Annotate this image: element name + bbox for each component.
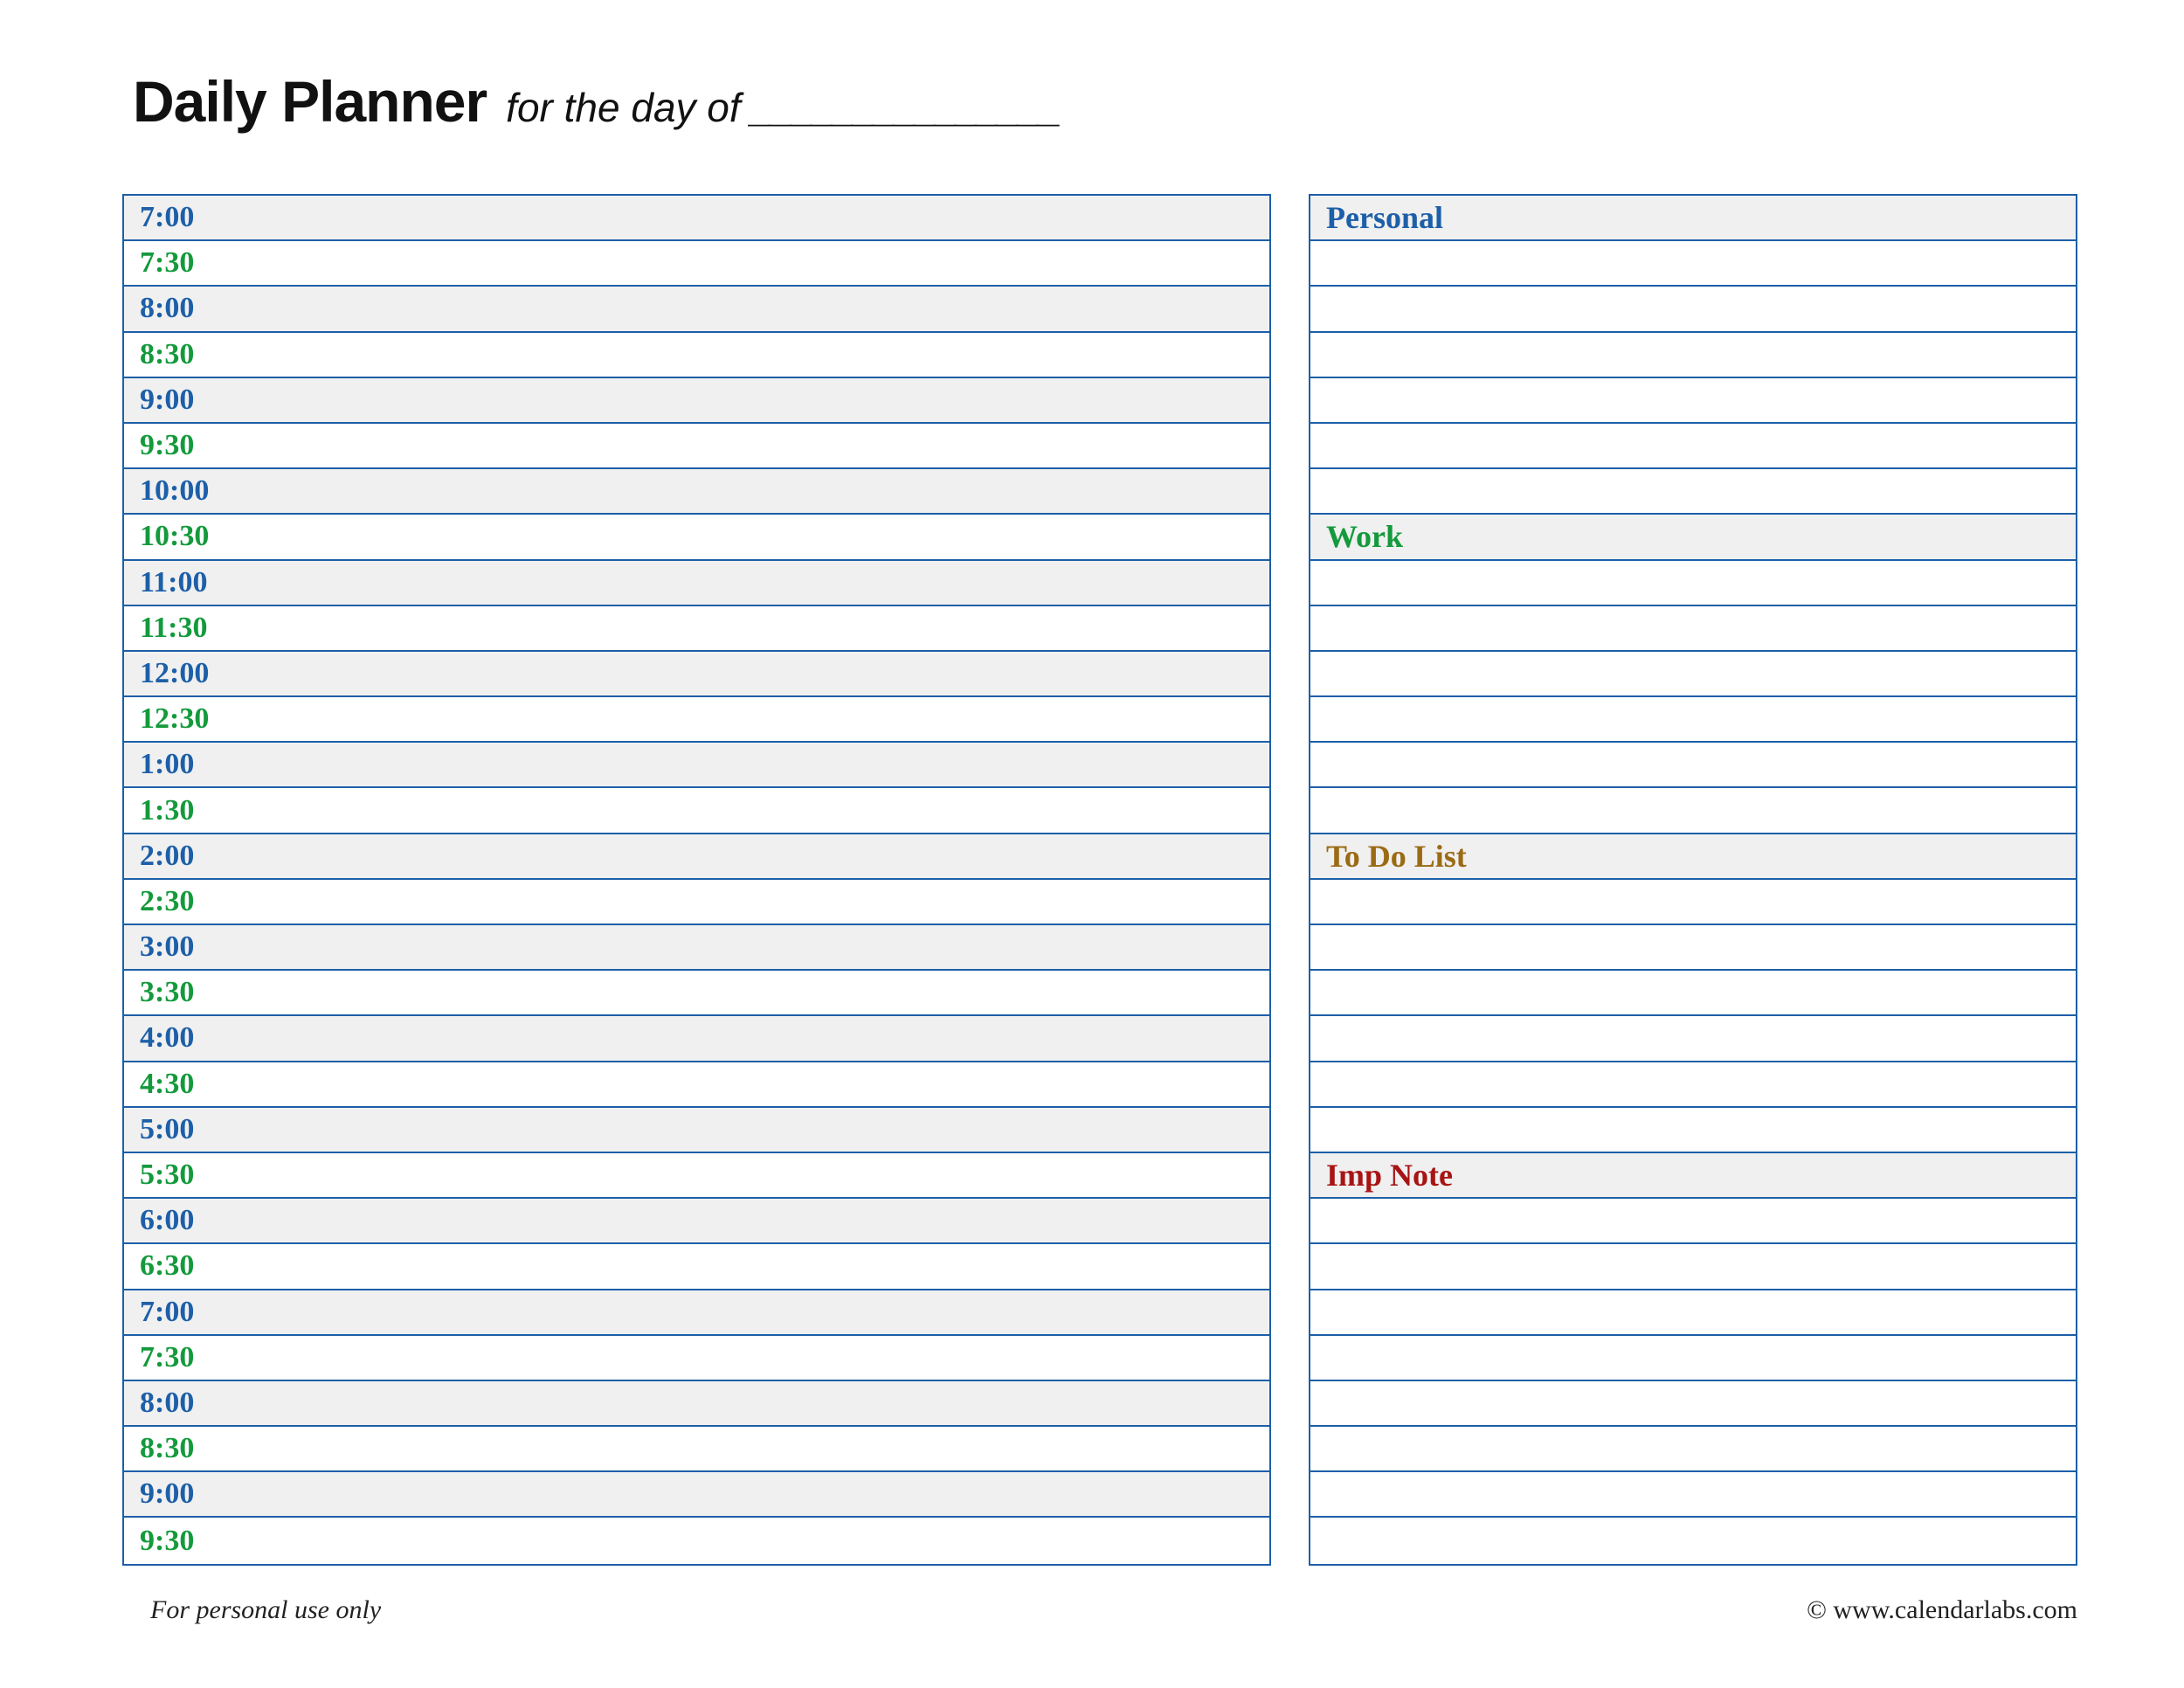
time-slot-label: 1:00 <box>140 748 195 781</box>
notes-blank-row[interactable] <box>1310 333 2076 378</box>
schedule-row[interactable] <box>124 1108 1269 1153</box>
notes-section-header <box>1310 196 2076 241</box>
time-slot-label: 5:30 <box>140 1159 195 1192</box>
notes-blank-row[interactable] <box>1310 424 2076 469</box>
schedule-row[interactable] <box>124 971 1269 1016</box>
time-slot-label: 1:30 <box>140 793 195 827</box>
schedule-row[interactable] <box>124 1518 1269 1563</box>
notes-blank-row[interactable] <box>1310 378 2076 424</box>
notes-section-header <box>1310 834 2076 880</box>
notes-column <box>1309 194 2077 1566</box>
schedule-row[interactable] <box>124 1336 1269 1381</box>
time-slot-label: 8:30 <box>140 1432 195 1465</box>
notes-blank-row[interactable] <box>1310 743 2076 788</box>
notes-blank-row[interactable] <box>1310 287 2076 332</box>
notes-blank-row[interactable] <box>1310 606 2076 652</box>
schedule-row[interactable] <box>124 834 1269 880</box>
schedule-row[interactable] <box>124 743 1269 788</box>
footer-copyright: © www.calendarlabs.com <box>1807 1595 2077 1624</box>
notes-section-header <box>1310 515 2076 560</box>
section-title-label: To Do List <box>1326 838 1467 874</box>
time-slot-label: 7:00 <box>140 201 195 234</box>
schedule-row[interactable] <box>124 1062 1269 1108</box>
time-slot-label: 7:30 <box>140 1340 195 1373</box>
notes-blank-row[interactable] <box>1310 1381 2076 1427</box>
schedule-row[interactable] <box>124 196 1269 241</box>
time-slot-label: 11:00 <box>140 565 208 598</box>
notes-blank-row[interactable] <box>1310 469 2076 515</box>
time-slot-label: 2:30 <box>140 884 195 917</box>
notes-section-header <box>1310 1153 2076 1199</box>
section-title-label: Work <box>1326 519 1404 555</box>
schedule-row[interactable] <box>124 424 1269 469</box>
notes-blank-row[interactable] <box>1310 925 2076 971</box>
notes-blank-row[interactable] <box>1310 652 2076 697</box>
schedule-row[interactable] <box>124 697 1269 743</box>
time-slot-label: 9:00 <box>140 1477 195 1511</box>
schedule-row[interactable] <box>124 1381 1269 1427</box>
schedule-row[interactable] <box>124 469 1269 515</box>
schedule-row[interactable] <box>124 1290 1269 1336</box>
schedule-row[interactable] <box>124 1244 1269 1290</box>
time-slot-label: 5:00 <box>140 1112 195 1145</box>
time-slot-label: 8:00 <box>140 292 195 325</box>
notes-blank-row[interactable] <box>1310 1472 2076 1518</box>
notes-blank-row[interactable] <box>1310 880 2076 925</box>
schedule-row[interactable] <box>124 925 1269 971</box>
planner-subtitle: for the day of <box>506 85 741 130</box>
time-slot-label: 4:00 <box>140 1021 195 1055</box>
notes-blank-row[interactable] <box>1310 971 2076 1016</box>
schedule-row[interactable] <box>124 880 1269 925</box>
date-blank-line[interactable]: _______________ <box>750 85 1061 130</box>
time-slot-label: 7:30 <box>140 246 195 280</box>
section-title-label: Personal <box>1326 200 1443 236</box>
notes-blank-row[interactable] <box>1310 1244 2076 1290</box>
time-slot-label: 8:30 <box>140 337 195 370</box>
time-slot-label: 7:00 <box>140 1295 195 1328</box>
time-slot-label: 3:00 <box>140 930 195 964</box>
time-slot-label: 12:30 <box>140 702 210 736</box>
notes-blank-row[interactable] <box>1310 1199 2076 1244</box>
time-slot-label: 9:30 <box>140 1524 195 1557</box>
footer-personal-use: For personal use only <box>150 1595 382 1624</box>
time-slot-label: 10:00 <box>140 474 210 508</box>
notes-blank-row[interactable] <box>1310 241 2076 287</box>
schedule-row[interactable] <box>124 378 1269 424</box>
planner-title: Daily Planner <box>133 69 487 134</box>
schedule-row[interactable] <box>124 1199 1269 1244</box>
schedule-row[interactable] <box>124 606 1269 652</box>
time-slot-label: 11:30 <box>140 611 208 644</box>
time-slot-label: 6:30 <box>140 1249 195 1283</box>
notes-blank-row[interactable] <box>1310 1016 2076 1062</box>
schedule-row[interactable] <box>124 1153 1269 1199</box>
schedule-column <box>122 194 1271 1566</box>
time-slot-label: 8:00 <box>140 1386 195 1419</box>
time-slot-label: 6:00 <box>140 1204 195 1237</box>
schedule-row[interactable] <box>124 333 1269 378</box>
notes-blank-row[interactable] <box>1310 561 2076 606</box>
time-slot-label: 10:30 <box>140 520 210 553</box>
time-slot-label: 3:30 <box>140 976 195 1009</box>
time-slot-label: 12:00 <box>140 656 210 689</box>
notes-blank-row[interactable] <box>1310 1336 2076 1381</box>
notes-blank-row[interactable] <box>1310 1518 2076 1563</box>
notes-blank-row[interactable] <box>1310 1427 2076 1472</box>
schedule-row[interactable] <box>124 1016 1269 1062</box>
notes-blank-row[interactable] <box>1310 1290 2076 1336</box>
time-slot-label: 9:30 <box>140 429 195 462</box>
section-title-label: Imp Note <box>1326 1158 1453 1193</box>
notes-blank-row[interactable] <box>1310 1108 2076 1153</box>
schedule-row[interactable] <box>124 652 1269 697</box>
notes-blank-row[interactable] <box>1310 697 2076 743</box>
time-slot-label: 9:00 <box>140 383 195 416</box>
schedule-row[interactable] <box>124 287 1269 332</box>
notes-blank-row[interactable] <box>1310 788 2076 834</box>
page-title <box>133 68 1060 135</box>
schedule-row[interactable] <box>124 515 1269 560</box>
time-slot-label: 4:30 <box>140 1067 195 1100</box>
schedule-row[interactable] <box>124 1427 1269 1472</box>
schedule-row[interactable] <box>124 1472 1269 1518</box>
schedule-row[interactable] <box>124 788 1269 834</box>
schedule-row[interactable] <box>124 241 1269 287</box>
notes-blank-row[interactable] <box>1310 1062 2076 1108</box>
schedule-row[interactable] <box>124 561 1269 606</box>
time-slot-label: 2:00 <box>140 839 195 872</box>
